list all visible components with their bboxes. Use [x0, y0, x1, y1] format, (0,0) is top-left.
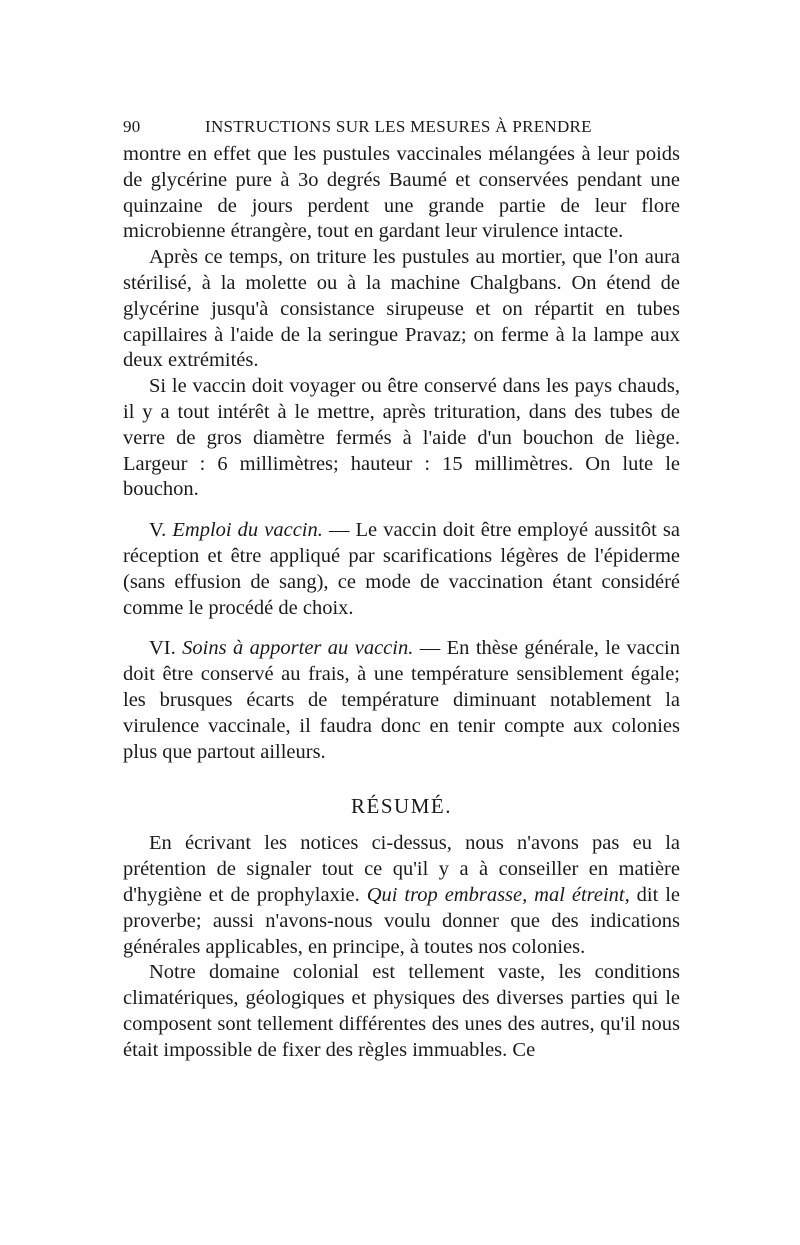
section-number: V.	[149, 519, 167, 542]
paragraph-colonial-domain: Notre domaine colonial est tellement vaste, les conditions climatériques, géologiques et physiques des diverses parties qui le composent sont tellement différentes des unes des autres, qu'il nous était impossible de fixer des règles immuables. Ce	[123, 961, 680, 1061]
resume-heading: RÉSUMÉ.	[351, 794, 452, 819]
paragraph-continuation: montre en effet que les pustules vaccinales mélangées à leur poids de glycérine pure à 3o degrés Baumé et conservées pendant une quinzaine de jours perdent une grande partie de leur flore microbienne étrangère, tout en gardant leur virulence intacte.	[123, 143, 680, 243]
running-title: INSTRUCTIONS SUR LES MESURES À PRENDRE	[205, 117, 592, 136]
paragraph-trituration: Après ce temps, on triture les pustules au mortier, que l'on aura stérilisé, à la molette ou à la machine Chalgbans. On étend de glycérine jusqu'à consistance sirupeuse et on répartit en tubes capillaires à l'aide de la seringue Pravaz; on ferme à la lampe aux deux extrémités.	[123, 246, 680, 372]
section-text: — Le vaccin doit être employé aussitôt sa réception et être appliqué par scarifications légères de l'épiderme (sans effusion de sang), ce mode de vaccination étant considéré comme le procédé de choix.	[123, 519, 681, 619]
running-header	[123, 112, 680, 142]
section-soins-vaccin	[123, 636, 680, 765]
paragraph-text: dit le proverbe; aussi n'avons-nous voulu donner que des indications générales applicables, en principe, à toutes nos colonies.	[123, 883, 681, 958]
paragraph-resume-intro	[123, 831, 680, 960]
section-number: VI.	[149, 637, 176, 660]
page-number: 90	[123, 117, 141, 136]
paragraph-text: En écrivant les notices ci-dessus, nous n'avons pas eu la prétention de signaler tout ce qu'il y a à conseiller en matière d'hygiène et de prophylaxie.	[123, 832, 680, 906]
section-title: Soins à apporter au vaccin.	[182, 637, 414, 660]
section-emploi-du-vaccin	[123, 518, 680, 621]
proverb-quote: Qui trop embrasse, mal étreint,	[366, 883, 630, 906]
paragraph-hot-countries: Si le vaccin doit voyager ou être conservé dans les pays chauds, il y a tout intérêt à le mettre, après trituration, dans des tubes de verre de gros diamètre fermés à l'aide d'un bouchon de liège. Largeur : 6 millimètres; hauteur : 15 millimètres. On lute le bouchon.	[123, 375, 680, 501]
section-text: — En thèse générale, le vaccin doit être conservé au frais, à une température sensiblement égale; les brusques écarts de température diminuant notablement la virulence vaccinale, il faudra donc en tenir compte aux colonies plus que partout ailleurs.	[123, 637, 680, 763]
section-title: Emploi du vaccin.	[172, 519, 323, 542]
book-page	[123, 112, 680, 1064]
